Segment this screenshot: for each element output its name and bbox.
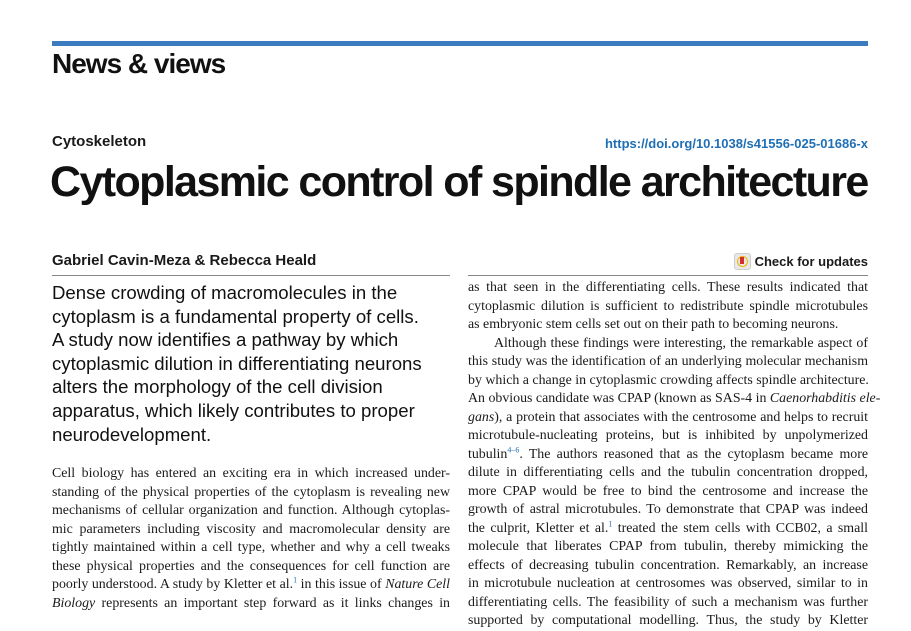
text-line bbox=[468, 390, 881, 409]
citation-ref[interactable]: 4–6 bbox=[507, 444, 520, 454]
text-line bbox=[468, 557, 868, 576]
text-run: as embryonic stem cells set out on their path to becoming neurons. bbox=[468, 317, 839, 332]
text-line bbox=[52, 484, 450, 503]
text-line bbox=[468, 538, 868, 557]
text-line bbox=[468, 353, 868, 372]
doi-link[interactable]: https://doi.org/10.1038/s41556-025-01686-x bbox=[604, 136, 868, 151]
standfirst bbox=[52, 281, 450, 446]
text-line bbox=[468, 372, 868, 391]
text-run: tightly maintained within a cell type, whether and why a cell tweaks bbox=[52, 540, 450, 555]
text-run: by which a change in cytoplasmic crowding affects spindle architecture. bbox=[468, 372, 869, 388]
text-line: apparatus, which likely contributes to proper bbox=[52, 399, 415, 421]
text-line bbox=[468, 612, 868, 631]
text-run: tubulin bbox=[468, 446, 508, 462]
text-line bbox=[468, 409, 868, 428]
text-run: this study was the identification of an underlying molecular mechanism bbox=[468, 354, 868, 369]
page-title: Cytoplasmic control of spindle architecture bbox=[50, 158, 868, 206]
text-line bbox=[468, 298, 868, 317]
text-run: Although these findings were interesting, the remarkable aspect of bbox=[494, 335, 868, 351]
citation-ref[interactable]: 1 bbox=[608, 518, 613, 528]
body-column-left bbox=[52, 465, 450, 613]
text-line bbox=[468, 575, 868, 594]
text-run: in this issue of bbox=[297, 577, 386, 592]
text-run: growth of astral microtubules. To demonstrate that CPAP was indeed bbox=[468, 502, 868, 517]
text-line: cytoplasm is a fundamental property of cells. bbox=[52, 305, 419, 327]
check-for-updates-button[interactable] bbox=[734, 253, 868, 270]
body-column-right bbox=[468, 279, 881, 631]
text-line bbox=[468, 501, 868, 520]
text-run: mechanisms of cellular organization and function. Although cytoplas- bbox=[52, 503, 450, 518]
text-run: cytoplasmic dilution is sufficient to redistribute spindle microtubules bbox=[468, 298, 868, 314]
text-line bbox=[52, 539, 450, 558]
text-line bbox=[468, 483, 868, 502]
text-line bbox=[52, 521, 450, 540]
text-run: standing of the physical properties of the cytoplasm is revealing new bbox=[52, 484, 450, 500]
text-line: cytoplasmic dilution in differentiating neurons bbox=[52, 352, 422, 374]
text-line bbox=[468, 446, 868, 465]
text-run: dilute in differentiating cells and the tubulin concentration dropped, bbox=[468, 465, 868, 480]
text-run: more CPAP would be free to bind the centrosome and increase the bbox=[468, 483, 868, 499]
text-line bbox=[468, 316, 868, 335]
divider bbox=[468, 275, 868, 276]
text-run: gans bbox=[468, 409, 495, 425]
text-line bbox=[468, 520, 868, 539]
text-line bbox=[52, 465, 450, 484]
text-run: Cell biology has entered an exciting era in which increased under- bbox=[52, 466, 450, 481]
text-line bbox=[52, 558, 450, 577]
text-run: microtubule-nucleating proteins, but is inhibited by unpolymerized bbox=[468, 428, 868, 443]
text-run: the culprit, Kletter et al. bbox=[468, 520, 609, 536]
text-line bbox=[468, 464, 868, 483]
text-run: . The authors reasoned that as the cytoplasm became more bbox=[519, 446, 868, 462]
text-run: effects of decreasing tubulin concentration. Remarkably, an increase bbox=[468, 557, 868, 573]
text-run: these physical properties and the consequences for cell function are bbox=[52, 558, 450, 574]
text-run: supported by computational modelling. Thus, the study by Kletter bbox=[468, 613, 868, 628]
text-run: mic parameters including viscosity and macromolecular density are bbox=[52, 521, 450, 537]
text-run: Nature Cell bbox=[385, 577, 450, 592]
text-line bbox=[468, 427, 868, 446]
header-accent-bar bbox=[52, 41, 868, 46]
text-line bbox=[468, 279, 868, 298]
text-line bbox=[52, 502, 450, 521]
text-line bbox=[468, 335, 868, 354]
text-run: Caenorhabditis ele- bbox=[769, 391, 881, 406]
text-run: ), a protein that associates with the centrosome and helps to recruit bbox=[494, 409, 868, 425]
text-run: differentiating cells. The feasibility of such a mechanism was further bbox=[468, 594, 868, 610]
text-run: Biology bbox=[52, 595, 96, 611]
text-run: treated the stem cells with CCB02, a small bbox=[612, 520, 868, 536]
text-run: as that seen in the differentiating cells. These results indicated that bbox=[468, 280, 868, 295]
article-subject: Cytoskeleton bbox=[52, 133, 147, 150]
text-run: represents an important step forward as it links changes in bbox=[95, 595, 450, 611]
text-line bbox=[52, 576, 450, 595]
crossmark-icon bbox=[734, 253, 751, 270]
text-line bbox=[468, 594, 868, 613]
authors: Gabriel Cavin-Meza & Rebecca Heald bbox=[52, 252, 317, 269]
text-line: A study now identifies a pathway by which bbox=[52, 329, 399, 351]
text-run: An obvious candidate was CPAP (known as SAS-4 in bbox=[468, 391, 770, 406]
text-run: poorly understood. A study by Kletter et al. bbox=[52, 577, 294, 592]
citation-ref[interactable]: 1 bbox=[293, 575, 298, 585]
check-for-updates-label: Check for updates bbox=[754, 254, 868, 269]
text-line: alters the morphology of the cell division bbox=[52, 376, 383, 398]
text-line: neurodevelopment. bbox=[52, 423, 212, 445]
section-label: News & views bbox=[52, 48, 226, 79]
text-run: in microtubule nucleation at centrosomes was observed, similar to in bbox=[468, 576, 868, 591]
text-run: molecule that liberates CPAP from tubulin, thereby mimicking the bbox=[468, 539, 868, 554]
divider bbox=[52, 275, 450, 276]
text-line: Dense crowding of macromolecules in the bbox=[52, 282, 398, 303]
